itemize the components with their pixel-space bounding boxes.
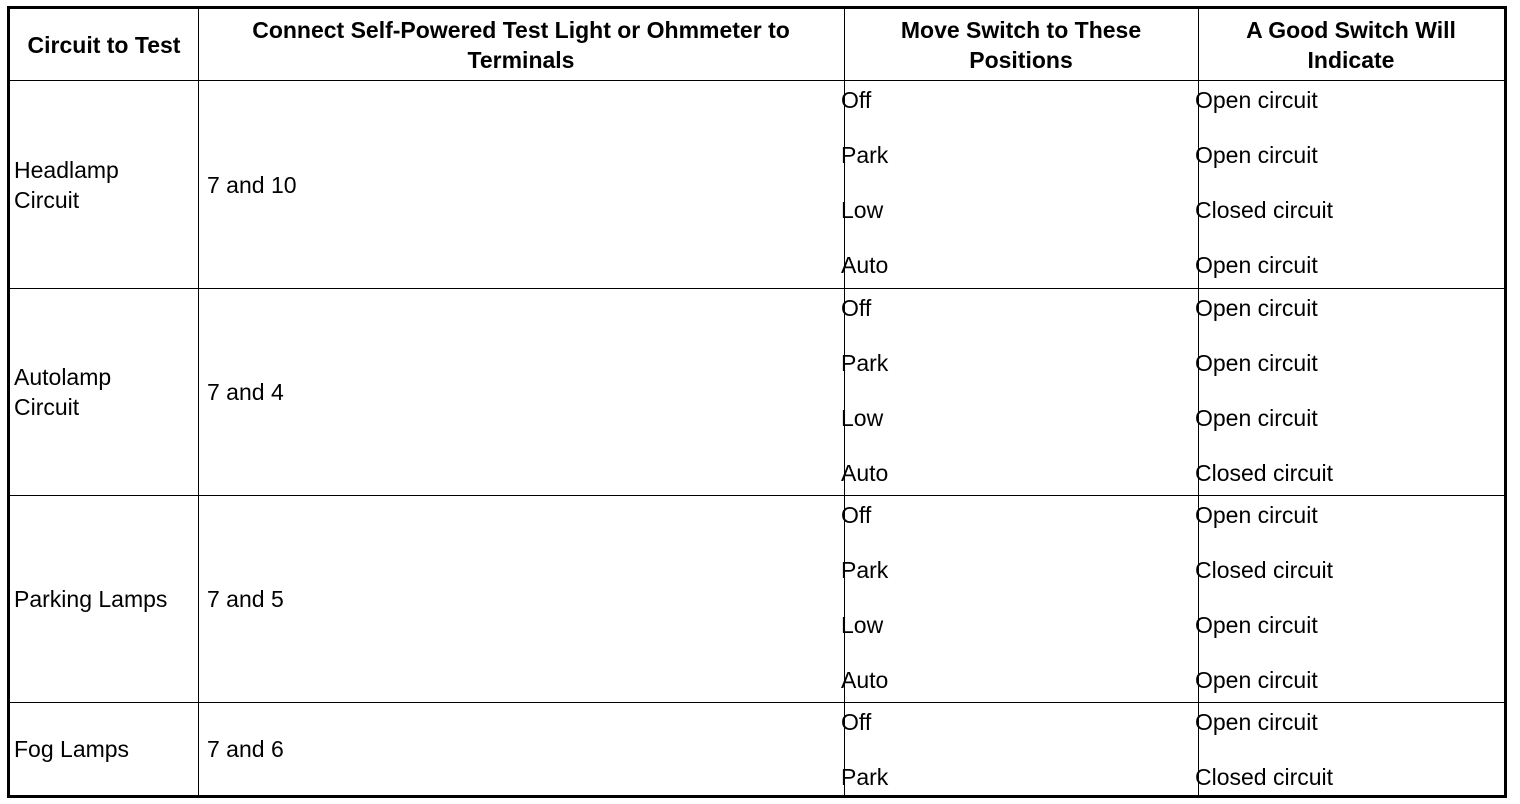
switch-position: Auto xyxy=(841,252,889,278)
switch-position: Auto xyxy=(841,667,889,693)
circuit-name: Fog Lamps xyxy=(14,736,130,762)
header-switch-positions: Move Switch to These Positions xyxy=(900,16,1142,73)
switch-position: Park xyxy=(841,557,889,583)
header-connect-terminals: Connect Self-Powered Test Light or Ohmmeter to Terminals xyxy=(252,16,790,73)
switch-result: Open circuit xyxy=(1195,612,1318,638)
switch-result: Closed circuit xyxy=(1195,764,1334,790)
switch-result: Closed circuit xyxy=(1195,460,1334,486)
switch-result: Open circuit xyxy=(1195,87,1318,113)
switch-result: Closed circuit xyxy=(1195,557,1334,583)
switch-result: Open circuit xyxy=(1195,350,1318,376)
switch-result: Open circuit xyxy=(1195,142,1318,168)
terminals-value: 7 and 4 xyxy=(207,379,284,405)
switch-position: Low xyxy=(841,612,884,638)
table-header-row xyxy=(10,9,1504,81)
switch-result: Open circuit xyxy=(1195,667,1318,693)
circuit-name: Autolamp Circuit xyxy=(14,364,112,420)
terminals-value: 7 and 10 xyxy=(207,171,297,198)
switch-position: Off xyxy=(841,709,872,735)
switch-result: Open circuit xyxy=(1195,405,1318,431)
switch-position: Off xyxy=(841,502,872,528)
switch-result: Open circuit xyxy=(1195,295,1318,321)
switch-result: Open circuit xyxy=(1195,709,1318,735)
circuit-name: Parking Lamps xyxy=(14,586,168,612)
terminals-value: 7 and 6 xyxy=(207,736,284,762)
switch-position: Park xyxy=(841,350,889,376)
switch-position: Low xyxy=(841,197,884,223)
switch-result: Open circuit xyxy=(1195,252,1318,278)
circuit-name: Headlamp Circuit xyxy=(14,156,119,213)
switch-position: Park xyxy=(841,764,889,790)
switch-position: Park xyxy=(841,142,889,168)
switch-result: Closed circuit xyxy=(1195,197,1334,223)
terminals-value: 7 and 5 xyxy=(207,586,284,612)
switch-result: Open circuit xyxy=(1195,502,1318,528)
switch-position: Off xyxy=(841,87,872,113)
switch-position: Low xyxy=(841,405,884,431)
switch-position: Auto xyxy=(841,460,889,486)
switch-position: Off xyxy=(841,295,872,321)
header-circuit-to-test: Circuit to Test xyxy=(27,31,181,58)
header-good-switch-indicates: A Good Switch Will Indicate xyxy=(1246,16,1456,73)
